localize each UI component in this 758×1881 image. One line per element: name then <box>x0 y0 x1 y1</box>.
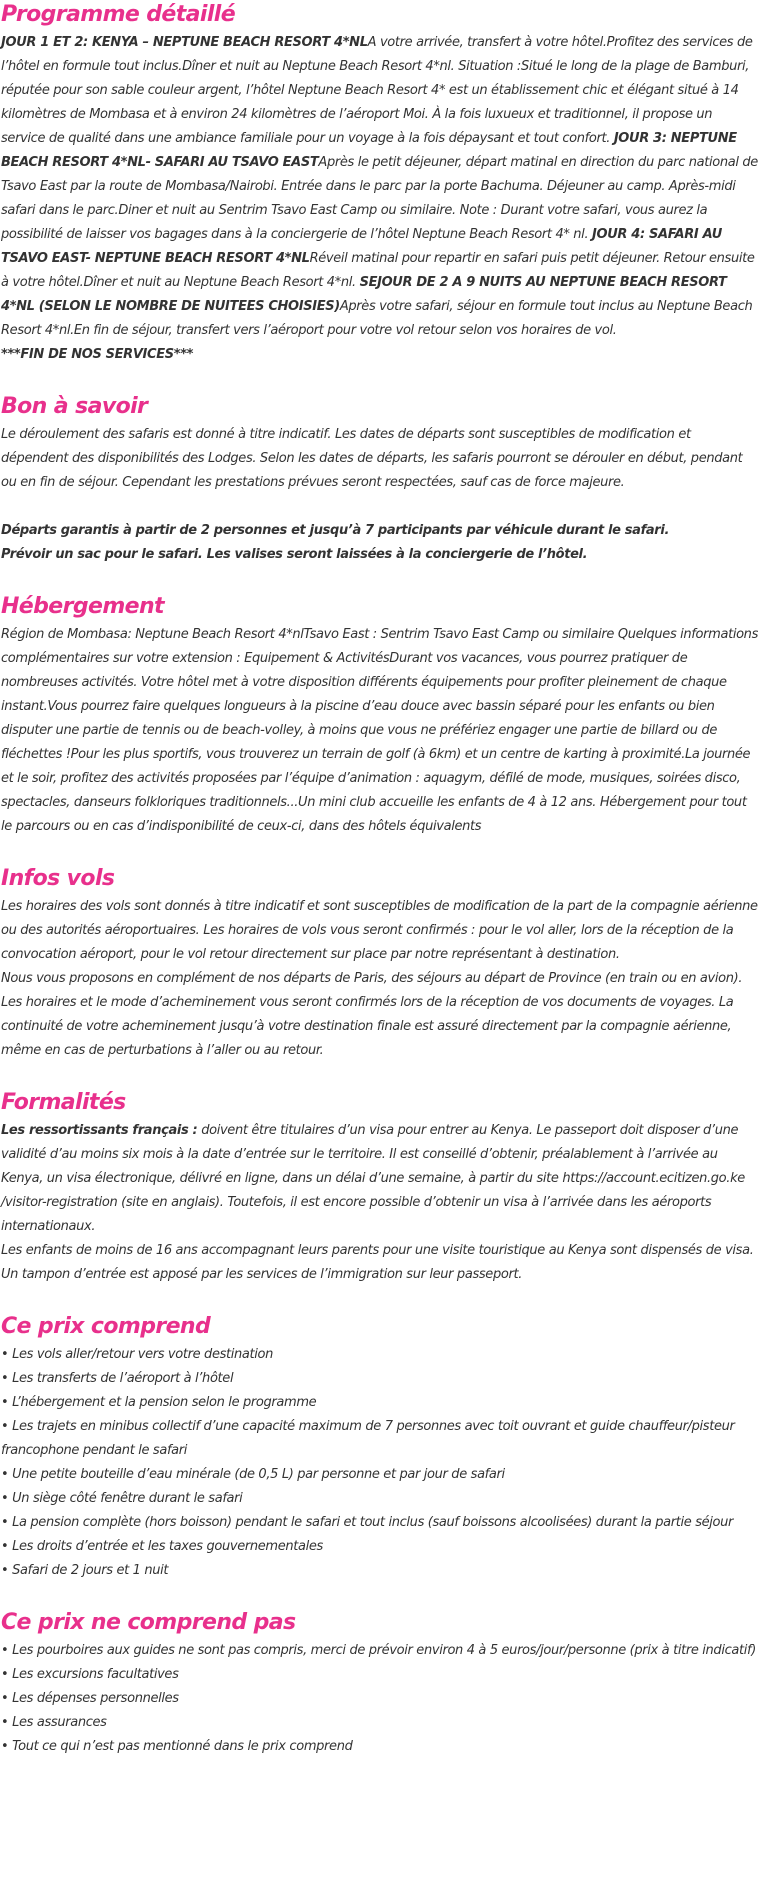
sejour-text: Après votre safari, séjour en formule tout inclus au Neptune Beach Resort 4*nl.En fin de séjour, transfert vers l’aéroport pour votre vol retour selon vos horaires de vol. <box>1 299 753 338</box>
formalites-section <box>1 1088 758 1287</box>
formalites-lead: Les ressortissants français : <box>1 1123 198 1138</box>
prix-ne-comprend-pas-list <box>1 1639 758 1759</box>
prix-ne-comprend-pas-title: Ce prix ne comprend pas <box>1 1610 296 1635</box>
list-item: • Les assurances <box>1 1711 758 1735</box>
day4-text: Réveil matinal pour repartir en safari puis petit déjeuner. Retour ensuite à votre hôtel.Dîner et nuit au Neptune Beach Resort 4*nl. <box>1 251 755 290</box>
infos-vols-text-2: Nous vous proposons en complément de nos départs de Paris, des séjours au départ de Province (en train ou en avion). Les horaires et le mode d’acheminement vous seront confirmés lors de la réception de vos documents de voyages. La continuité de votre acheminement jusqu’à votre destination finale est assuré directement par la compagnie aérienne, même en cas de perturbations à l’aller ou au retour. <box>1 971 743 1058</box>
programme-section <box>1 0 758 367</box>
list-item: • L’hébergement et la pension selon le programme <box>1 1391 758 1415</box>
departs-garantis: Départs garantis à partir de 2 personnes et jusqu’à 7 participants par véhicule durant le safari. <box>1 523 670 538</box>
hebergement-text: Région de Mombasa: Neptune Beach Resort 4*nlTsavo East : Sentrim Tsavo East Camp ou similaire Quelques informations complémentaires sur votre extension : Equipement & ActivitésDurant vos vacances, vous pourrez pratiquer de nombreuses activités. Votre hôtel met à votre disposition différents équipements pour profiter pleinement de chaque instant.Vous pourrez faire quelques longueurs à la piscine d’eau douce avec bassin séparé pour les enfants ou bien disputer une partie de tennis ou de beach-volley, à moins que vous ne préfériez engager une partie de billard ou de fléchettes !Pour les plus sportifs, vous trouverez un terrain de golf (à 6km) et un centre de karting à proximité.La journée et le soir, profitez des activités proposées par l’équipe d’animation : aquagym, défilé de mode, musiques, soirées disco, spectacles, danseurs folkloriques traditionnels...Un mini club accueille les enfants de 4 à 12 ans. Hébergement pour tout le parcours ou en cas d’indisponibilité de ceux-ci, dans des hôtels équivalents <box>1 627 758 834</box>
bon-a-savoir-section <box>1 392 758 567</box>
day3-heading: JOUR 3: NEPTUNE BEACH RESORT 4*NL- SAFARI AU TSAVO EAST <box>1 131 737 170</box>
list-item: • La pension complète (hors boisson) pendant le safari et tout inclus (sauf boissons alcoolisées) durant la partie séjour <box>1 1511 758 1535</box>
prix-comprend-list <box>1 1343 758 1583</box>
list-item: • Les transferts de l’aéroport à l’hôtel <box>1 1367 758 1391</box>
list-item: • Safari de 2 jours et 1 nuit <box>1 1559 758 1583</box>
list-item: • Tout ce qui n’est pas mentionné dans le prix comprend <box>1 1735 758 1759</box>
prix-comprend-title: Ce prix comprend <box>1 1314 211 1339</box>
formalites-title: Formalités <box>1 1090 126 1115</box>
list-item: • Les pourboires aux guides ne sont pas compris, merci de prévoir environ 4 à 5 euros/jour/personne (prix à titre indicatif) <box>1 1639 758 1663</box>
formalites-text-1 <box>1 1119 758 1239</box>
programme-title: Programme détaillé <box>1 2 236 27</box>
day4-heading: JOUR 4: SAFARI AU TSAVO EAST- NEPTUNE BEACH RESORT 4*NL <box>1 227 722 266</box>
prix-comprend-section <box>1 1312 758 1583</box>
list-item: • Les droits d’entrée et les taxes gouvernementales <box>1 1535 758 1559</box>
infos-vols-section <box>1 864 758 1063</box>
prix-ne-comprend-pas-section <box>1 1608 758 1759</box>
bon-a-savoir-title: Bon à savoir <box>1 394 148 419</box>
formalites-visa-text: doivent être titulaires d’un visa pour entrer au Kenya. Le passeport doit disposer d’une validité d’au moins six mois à la date d’entrée sur le territoire. Il est conseillé d’obtenir, préalablement à l’arrivée au Kenya, un visa électronique, délivré en ligne, dans un délai d’une semaine, à partir du site https://account.ecitizen.go.ke /visitor-registration (site en anglais). Toutefois, il est encore possible d’obtenir un visa à l’arrivée dans les aéroports internationaux. <box>1 1123 745 1234</box>
list-item: • Les trajets en minibus collectif d’une capacité maximum de 7 personnes avec toit ouvrant et guide chauffeur/pisteur francophone pendant le safari <box>1 1415 758 1463</box>
hebergement-section <box>1 592 758 839</box>
end-of-services: ***FIN DE NOS SERVICES*** <box>1 347 194 362</box>
list-item: • Les vols aller/retour vers votre destination <box>1 1343 758 1367</box>
list-item: • Une petite bouteille d’eau minérale (de 0,5 L) par personne et par jour de safari <box>1 1463 758 1487</box>
list-item: • Les excursions facultatives <box>1 1663 758 1687</box>
prevoir-sac: Prévoir un sac pour le safari. Les valises seront laissées à la conciergerie de l’hôtel. <box>1 547 588 562</box>
hebergement-title: Hébergement <box>1 594 164 619</box>
infos-vols-text-1: Les horaires des vols sont donnés à titre indicatif et sont susceptibles de modification de la part de la compagnie aérienne ou des autorités aéroportuaires. Les horaires de vols vous seront confirmés : pour le vol aller, lors de la réception de la convocation aéroport, pour le vol retour directement sur place par notre représentant à destination. <box>1 899 758 962</box>
infos-vols-title: Infos vols <box>1 866 115 891</box>
list-item: • Un siège côté fenêtre durant le safari <box>1 1487 758 1511</box>
formalites-text-2: Les enfants de moins de 16 ans accompagnant leurs parents pour une visite touristique au Kenya sont dispensés de visa. Un tampon d’entrée est apposé par les services de l’immigration sur leur passeport. <box>1 1243 754 1282</box>
bon-a-savoir-text: Le déroulement des safaris est donné à titre indicatif. Les dates de départs sont susceptibles de modification et dépendent des disponibilités des Lodges. Selon les dates de départs, les safaris pourront se dérouler en début, pendant ou en fin de séjour. Cependant les prestations prévues seront respectées, sauf cas de force majeure. <box>1 427 743 490</box>
list-item: • Les dépenses personnelles <box>1 1687 758 1711</box>
bon-a-savoir-bold-1 <box>1 519 758 543</box>
day3-text: Après le petit déjeuner, départ matinal en direction du parc national de Tsavo East par la route de Mombasa/Nairobi. Entrée dans le parc par la porte Bachuma. Déjeuner au camp. Après-midi safari dans le parc.Diner et nuit au Sentrim Tsavo East Camp ou similaire. Note : Durant votre safari, vous aurez la possibilité de laisser vos bagages dans à la conciergerie de l’hôtel Neptune Beach Resort 4* nl. <box>1 155 758 242</box>
sejour-heading: SEJOUR DE 2 A 9 NUITS AU NEPTUNE BEACH RESORT 4*NL (SELON LE NOMBRE DE NUITEES CHOISIES) <box>1 275 727 314</box>
programme-text <box>1 31 758 367</box>
bon-a-savoir-bold-2 <box>1 543 758 567</box>
day12-heading: JOUR 1 ET 2: KENYA – NEPTUNE BEACH RESORT 4*NL <box>1 35 368 50</box>
day12-text: A votre arrivée, transfert à votre hôtel.Profitez des services de l’hôtel en formule tout inclus.Dîner et nuit au Neptune Beach Resort 4*nl. Situation :Situé le long de la plage de Bamburi, réputée pour son sable couleur argent, l’hôtel Neptune Beach Resort 4* est un établissement chic et élégant situé à 14 kilomètres de Mombasa et à environ 24 kilomètres de l’aéroport Moi. À la fois luxueux et traditionnel, il propose un service de qualité dans une ambiance familiale pour un voyage à la fois dépaysant et tout confort. <box>1 35 753 146</box>
